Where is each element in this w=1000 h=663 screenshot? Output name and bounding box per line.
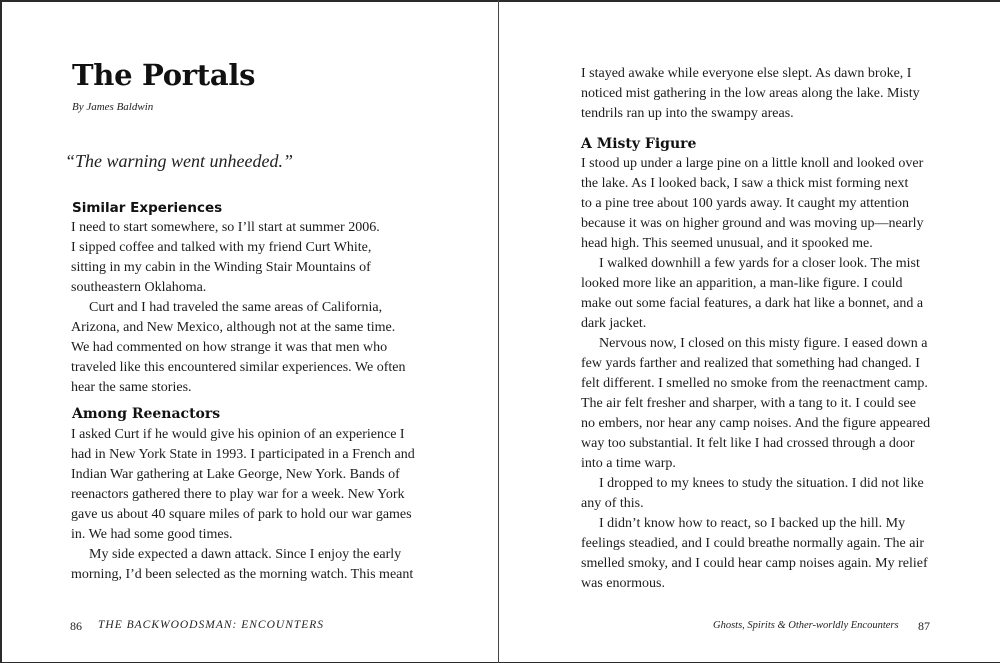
text-line: dark jacket. [581,316,647,331]
section-heading-misty-figure: A Misty Figure [581,136,697,152]
text-line: Arizona, and New Mexico, although not at the same time. [71,320,396,335]
text-line: gave us about 40 square miles of park to hold our war games [71,507,412,522]
text-line: I asked Curt if he would give his opinion of an experience I [71,427,405,442]
section-heading-similar-experiences: Similar Experiences [72,200,223,216]
text-line: was enormous. [581,576,665,591]
text-line: because it was on higher ground and was moving up—nearly [581,216,924,231]
text-line: felt different. I smelled no smoke from the reenactment camp. [581,376,928,391]
text-line: head high. This seemed unusual, and it spooked me. [581,236,873,251]
text-line: I stayed awake while everyone else slept. As dawn broke, I [581,66,912,81]
section-body-among-reenactors [71,425,415,585]
text-line: Curt and I had traveled the same areas of California, [89,300,383,315]
folio-right: 87 [918,619,930,633]
running-head-right: Ghosts, Spirits & Other-worldly Encounters [713,620,899,631]
text-line: I need to start somewhere, so I’ll start at summer 2006. [71,220,380,235]
text-line: way too substantial. It felt like I had crossed through a door [581,436,915,451]
text-line: reenactors gathered there to play war for a week. New York [71,487,405,502]
text-line: the lake. As I looked back, I saw a thick mist forming next [581,176,909,191]
text-line: My side expected a dawn attack. Since I enjoy the early [89,547,402,562]
right-page [499,0,1000,663]
article-title: The Portals [72,58,256,92]
text-line: The air felt fresher and sharper, with a tang to it. I could see [581,396,916,411]
text-line: make out some facial features, a dark hat like a bonnet, and a [581,296,924,311]
pull-quote: “The warning went unheeded.” [65,151,293,171]
text-line: sitting in my cabin in the Winding Stair Mountains of [71,260,371,275]
continued-paragraph [581,64,920,124]
text-line: tendrils ran up into the swampy areas. [581,106,794,121]
text-line: to a pine tree about 100 yards away. It caught my attention [581,196,909,211]
text-line: I dropped to my knees to study the situation. I did not like [599,476,924,491]
text-line: We had commented on how strange it was that men who [71,340,388,355]
text-line: I didn’t know how to react, so I backed up the hill. My [599,516,906,531]
text-line: traveled like this encountered similar experiences. We often [71,360,406,375]
text-line: noticed mist gathering in the low areas along the lake. Misty [581,86,920,101]
left-page [0,0,498,663]
text-line: in. We had some good times. [71,527,233,542]
article-byline: By James Baldwin [72,101,154,113]
text-line: Indian War gathering at Lake George, New York. Bands of [71,467,400,482]
text-line: into a time warp. [581,456,676,471]
text-line: no embers, nor hear any camp noises. And the figure appeared [581,416,931,431]
text-line: had in New York State in 1993. I participated in a French and [71,447,415,462]
text-line: morning, I’d been selected as the morning watch. This meant [71,567,414,582]
text-line: I walked downhill a few yards for a closer look. The mist [599,256,920,271]
text-line: feelings steadied, and I could breathe normally again. The air [581,536,924,551]
text-line: any of this. [581,496,644,511]
section-heading-among-reenactors: Among Reenactors [72,406,221,422]
text-line: I sipped coffee and talked with my friend Curt White, [71,240,372,255]
text-line: I stood up under a large pine on a little knoll and looked over [581,156,924,171]
text-line: Nervous now, I closed on this misty figure. I eased down a [599,336,928,351]
text-line: smelled smoky, and I could hear camp noises again. My relief [581,556,928,571]
text-line: southeastern Oklahoma. [71,280,207,295]
running-head-left: THE BACKWOODSMAN: ENCOUNTERS [98,619,325,631]
text-line: few yards farther and realized that something had changed. I [581,356,920,371]
text-line: looked more like an apparition, a man-like figure. I could [581,276,903,291]
section-body-similar-experiences [71,218,405,398]
folio-left: 86 [70,619,82,633]
section-body-misty-figure [581,154,930,594]
text-line: hear the same stories. [71,380,192,395]
